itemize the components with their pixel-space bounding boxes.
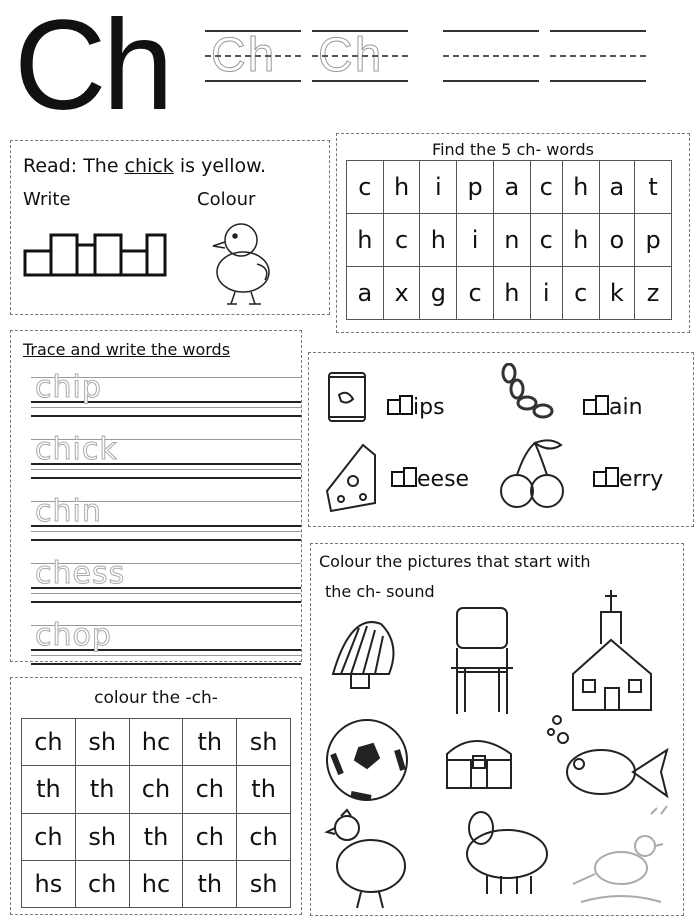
grid-row [22, 860, 291, 907]
letter-shape-boxes [23, 231, 168, 279]
trace-title: Trace and write the words [23, 340, 231, 359]
colour-ch-grid [21, 718, 291, 908]
grid-cell[interactable]: i [420, 161, 457, 214]
word-chips: ips [387, 395, 445, 420]
chicken-icon[interactable] [327, 810, 405, 908]
word-cherry: erry [593, 467, 663, 492]
trace-letters: Ch [318, 29, 384, 82]
sheep-icon[interactable] [467, 812, 547, 894]
grid-cell[interactable]: sh [75, 719, 129, 766]
write-word-line[interactable] [31, 387, 301, 417]
grid-cell[interactable]: o [599, 214, 635, 267]
grid-cell[interactable]: th [75, 766, 129, 813]
trace-word: chop [35, 618, 112, 653]
grid-cell[interactable]: hc [129, 719, 183, 766]
shell-icon[interactable] [333, 622, 394, 688]
church-icon[interactable] [573, 590, 651, 710]
grid-cell[interactable]: h [347, 214, 384, 267]
read-write-colour-section [10, 140, 330, 315]
instructions-line-1: Colour the pictures that start with [319, 552, 591, 571]
grid-cell[interactable]: a [347, 267, 384, 320]
grid-cell[interactable]: ch [183, 813, 237, 860]
grid-cell[interactable]: hc [129, 860, 183, 907]
grid-cell[interactable]: n [493, 214, 530, 267]
pictures-grid [311, 584, 685, 914]
instructions-line-2: the ch- sound [325, 582, 435, 601]
bird-icon[interactable] [573, 806, 667, 902]
grid-row [22, 719, 291, 766]
grid-cell[interactable]: a [599, 161, 635, 214]
read-sentence [23, 155, 266, 177]
word-search-title: Find the 5 ch- words [432, 140, 594, 159]
grid-cell[interactable]: k [599, 267, 635, 320]
grid-row [22, 813, 291, 860]
grid-cell[interactable]: a [493, 161, 530, 214]
grid-cell[interactable]: sh [237, 860, 291, 907]
grid-row [347, 161, 672, 214]
sentence-text: is yellow. [173, 155, 267, 177]
grid-cell[interactable]: sh [237, 719, 291, 766]
missing-letters-section [308, 352, 694, 527]
cherry-icon [495, 437, 571, 513]
grid-cell[interactable]: i [457, 214, 494, 267]
write-label: Write [23, 189, 71, 210]
trace-letters: Ch [211, 29, 277, 82]
grid-row [22, 766, 291, 813]
chair-icon[interactable] [451, 608, 513, 714]
grid-cell[interactable]: p [635, 214, 672, 267]
colour-label: Colour [197, 189, 256, 210]
grid-cell[interactable]: g [420, 267, 457, 320]
grid-cell[interactable]: x [383, 267, 420, 320]
word-cheese: eese [391, 467, 469, 492]
grid-cell[interactable]: c [347, 161, 384, 214]
grid-cell[interactable]: hs [22, 860, 76, 907]
write-word-line[interactable] [31, 449, 301, 479]
trace-word: chin [35, 494, 102, 529]
cheese-icon [323, 441, 379, 515]
grid-cell[interactable]: sh [75, 813, 129, 860]
ball-icon[interactable] [327, 720, 407, 800]
trace-ch-1 [205, 30, 301, 82]
grid-cell[interactable]: th [129, 813, 183, 860]
grid-cell[interactable]: ch [129, 766, 183, 813]
word-search-grid [346, 160, 672, 320]
read-label: Read: [23, 155, 78, 177]
grid-cell[interactable]: th [183, 860, 237, 907]
grid-cell[interactable]: t [635, 161, 672, 214]
write-word-line[interactable] [31, 511, 301, 541]
sentence-text: The [83, 155, 125, 177]
grid-cell[interactable]: c [457, 267, 494, 320]
trace-word: chick [35, 432, 118, 467]
chick-icon [199, 216, 279, 308]
trace-word: chess [35, 556, 126, 591]
grid-cell[interactable]: p [457, 161, 494, 214]
colour-pictures-section [310, 543, 684, 916]
grid-cell[interactable]: i [530, 267, 562, 320]
grid-cell[interactable]: th [22, 766, 76, 813]
word-chain: ain [583, 395, 643, 420]
colour-ch-section [10, 677, 302, 915]
write-line-1 [443, 30, 539, 82]
colour-grid-title: colour the -ch- [94, 688, 218, 708]
trace-words-section [10, 330, 302, 662]
title-letters: Ch [14, 0, 170, 137]
grid-cell[interactable]: h [493, 267, 530, 320]
grid-cell[interactable]: th [183, 719, 237, 766]
chips-icon [325, 367, 369, 427]
word-search-section [336, 133, 690, 333]
write-word-line[interactable] [31, 573, 301, 603]
grid-cell[interactable]: h [562, 161, 599, 214]
grid-cell[interactable]: c [383, 214, 420, 267]
grid-cell[interactable]: ch [183, 766, 237, 813]
sentence-key-word: chick [124, 155, 174, 177]
grid-cell[interactable]: ch [237, 813, 291, 860]
chain-icon [497, 363, 557, 425]
grid-row [347, 214, 672, 267]
fish-icon[interactable] [548, 716, 667, 796]
grid-cell[interactable]: z [635, 267, 672, 320]
grid-cell[interactable]: h [420, 214, 457, 267]
grid-cell[interactable]: ch [22, 813, 76, 860]
grid-row [347, 267, 672, 320]
grid-cell[interactable]: th [237, 766, 291, 813]
treasure-chest-icon[interactable] [447, 741, 511, 788]
grid-cell[interactable]: ch [75, 860, 129, 907]
grid-cell[interactable]: ch [22, 719, 76, 766]
write-word-line[interactable] [31, 635, 301, 665]
trace-word: chip [35, 370, 102, 405]
grid-cell[interactable]: h [383, 161, 420, 214]
grid-cell[interactable]: h [562, 214, 599, 267]
write-line-2 [550, 30, 646, 82]
trace-ch-2 [312, 30, 408, 82]
grid-cell[interactable]: c [530, 214, 562, 267]
grid-cell[interactable]: c [530, 161, 562, 214]
grid-cell[interactable]: c [562, 267, 599, 320]
